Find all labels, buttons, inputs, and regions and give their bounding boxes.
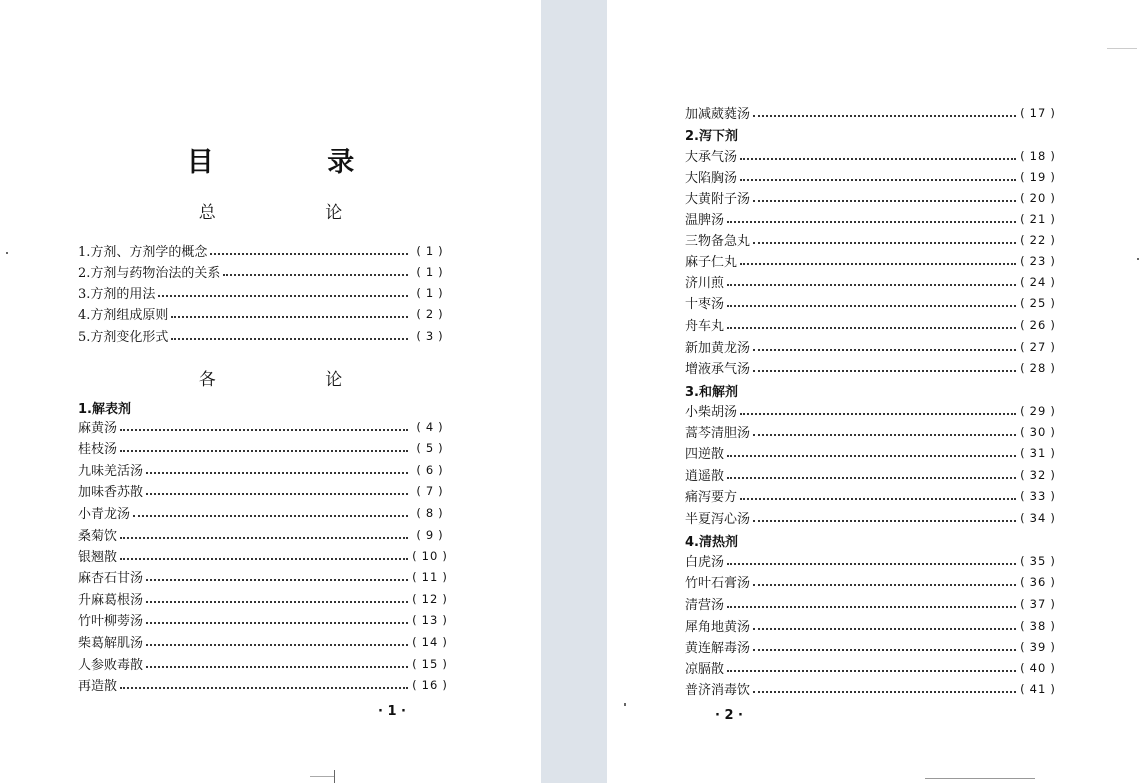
- toc-entry-label: 桂枝汤: [78, 442, 118, 457]
- toc-entry-page: ( 26 ): [1019, 318, 1057, 332]
- toc-entry-label: 再造散: [78, 679, 118, 694]
- toc-entry-page: ( 10 ): [411, 549, 449, 563]
- toc-entry[interactable]: [685, 615, 1057, 636]
- toc-entry-page: ( 22 ): [1019, 233, 1057, 247]
- toc-entry-page: ( 23 ): [1019, 254, 1057, 268]
- dot-leader: [727, 327, 1016, 329]
- toc-entry-page: ( 28 ): [1019, 361, 1057, 375]
- dot-leader: [120, 429, 408, 431]
- toc-entry-label: 三物备急丸: [685, 234, 751, 249]
- dot-leader: [146, 579, 408, 581]
- toc-entry-page: ( 1 ): [411, 265, 449, 279]
- toc-entry[interactable]: [78, 609, 449, 630]
- toc-entry-label: 蒿芩清胆汤: [685, 426, 751, 441]
- toc-entry[interactable]: [685, 550, 1057, 571]
- toc-entry-label: 普济消毒饮: [685, 683, 751, 698]
- toc-entry[interactable]: [685, 292, 1057, 313]
- dot-leader: [753, 691, 1016, 693]
- toc-entry-page: ( 33 ): [1019, 489, 1057, 503]
- toc-entry-page: ( 32 ): [1019, 468, 1057, 482]
- specific-section-heading: 各 论: [198, 370, 395, 390]
- dot-leader: [740, 498, 1016, 500]
- toc-entry-label: 1.方剂、方剂学的概念: [78, 245, 208, 260]
- toc-entry-page: ( 27 ): [1019, 340, 1057, 354]
- toc-entry-label: 竹叶石膏汤: [685, 576, 751, 591]
- toc-entry-label: 3.方剂的用法: [78, 287, 156, 302]
- scan-artifact: [925, 778, 1035, 779]
- toc-entry-label: 大陷胸汤: [685, 171, 738, 186]
- dot-leader: [120, 450, 408, 452]
- toc-entry-page: ( 1 ): [411, 244, 449, 258]
- toc-entry[interactable]: [78, 325, 449, 346]
- toc-entry-label: 黄连解毒汤: [685, 641, 751, 656]
- toc-entry-page: ( 29 ): [1019, 404, 1057, 418]
- toc-entry[interactable]: [685, 593, 1057, 614]
- toc-entry[interactable]: [685, 678, 1057, 699]
- toc-entry-label: 加味香苏散: [78, 485, 144, 500]
- toc-entry[interactable]: [685, 464, 1057, 485]
- toc-entry[interactable]: [78, 261, 449, 282]
- toc-entry[interactable]: [78, 282, 449, 303]
- toc-entry[interactable]: [685, 250, 1057, 271]
- toc-entry-label: 白虎汤: [685, 555, 725, 570]
- toc-entry-page: ( 4 ): [411, 420, 449, 434]
- dot-leader: [120, 537, 408, 539]
- toc-entry-label: 竹叶柳蒡汤: [78, 614, 144, 629]
- toc-entry[interactable]: [685, 442, 1057, 463]
- toc-entry[interactable]: [685, 400, 1057, 421]
- toc-entry[interactable]: [78, 437, 449, 458]
- page-number: · 1 ·: [378, 704, 406, 719]
- toc-entry-page: ( 40 ): [1019, 661, 1057, 675]
- toc-entry-page: ( 21 ): [1019, 212, 1057, 226]
- toc-entry-label: 九味羌活汤: [78, 464, 144, 479]
- toc-entry-page: ( 12 ): [411, 592, 449, 606]
- dot-leader: [753, 649, 1016, 651]
- toc-entry-page: ( 1 ): [411, 286, 449, 300]
- toc-entry-label: 小青龙汤: [78, 507, 131, 522]
- toc-entry-page: ( 19 ): [1019, 170, 1057, 184]
- toc-entry-label: 小柴胡汤: [685, 405, 738, 420]
- dot-leader: [146, 493, 408, 495]
- toc-entry-label: 4.方剂组成原则: [78, 308, 169, 323]
- toc-entry-page: ( 39 ): [1019, 640, 1057, 654]
- toc-entry-label: 加减葳蕤汤: [685, 107, 751, 122]
- toc-entry-label: 逍遥散: [685, 469, 725, 484]
- dot-leader: [727, 221, 1016, 223]
- dot-leader: [146, 622, 408, 624]
- toc-entry-label: 升麻葛根汤: [78, 593, 144, 608]
- toc-entry[interactable]: [685, 314, 1057, 335]
- dot-leader: [753, 349, 1016, 351]
- toc-entry-page: ( 17 ): [1019, 106, 1057, 120]
- dot-leader: [223, 274, 408, 276]
- category-heading: 3.和解剂: [685, 385, 738, 400]
- toc-entry[interactable]: [685, 636, 1057, 657]
- toc-entry-page: ( 24 ): [1019, 275, 1057, 289]
- general-section-heading: 总 论: [198, 203, 395, 223]
- toc-entry-label: 犀角地黄汤: [685, 620, 751, 635]
- toc-entry-page: ( 5 ): [411, 441, 449, 455]
- dot-leader: [740, 263, 1016, 265]
- toc-entry[interactable]: [685, 187, 1057, 208]
- toc-entry[interactable]: [685, 271, 1057, 292]
- toc-entry-page: ( 2 ): [411, 307, 449, 321]
- toc-entry[interactable]: [685, 485, 1057, 506]
- toc-entry-page: ( 25 ): [1019, 296, 1057, 310]
- toc-entry-page: ( 20 ): [1019, 191, 1057, 205]
- toc-entry-label: 增液承气汤: [685, 362, 751, 377]
- toc-entry-label: 半夏泻心汤: [685, 512, 751, 527]
- toc-entry-page: ( 36 ): [1019, 575, 1057, 589]
- dot-leader: [171, 338, 408, 340]
- toc-entry-page: ( 18 ): [1019, 149, 1057, 163]
- toc-entry-label: 大黄附子汤: [685, 192, 751, 207]
- scan-artifact: [310, 776, 334, 777]
- dot-leader: [133, 515, 408, 517]
- toc-entry[interactable]: [685, 571, 1057, 592]
- dot-leader: [727, 477, 1016, 479]
- scan-artifact: [624, 703, 626, 706]
- dot-leader: [753, 520, 1016, 522]
- toc-entry-page: ( 13 ): [411, 613, 449, 627]
- dot-leader: [146, 601, 408, 603]
- toc-entry[interactable]: [685, 336, 1057, 357]
- toc-entry[interactable]: [685, 507, 1057, 528]
- toc-entry-page: ( 9 ): [411, 528, 449, 542]
- toc-entry[interactable]: [685, 657, 1057, 678]
- toc-entry-page: ( 37 ): [1019, 597, 1057, 611]
- toc-entry-label: 麻子仁丸: [685, 255, 738, 270]
- toc-entry[interactable]: [78, 674, 449, 695]
- toc-entry-page: ( 15 ): [411, 657, 449, 671]
- toc-entry-label: 济川煎: [685, 276, 725, 291]
- toc-entry[interactable]: [78, 480, 449, 501]
- toc-entry-page: ( 6 ): [411, 463, 449, 477]
- toc-entry[interactable]: [685, 208, 1057, 229]
- page-number: · 2 ·: [715, 708, 743, 723]
- toc-entry[interactable]: [78, 545, 449, 566]
- category-heading: 2.泻下剂: [685, 129, 738, 144]
- dot-leader: [210, 253, 408, 255]
- dot-leader: [146, 644, 408, 646]
- scan-artifact: [6, 252, 8, 254]
- category-heading: 1.解表剂: [78, 402, 131, 417]
- dot-leader: [753, 370, 1016, 372]
- toc-entry[interactable]: [685, 421, 1057, 442]
- dot-leader: [740, 158, 1016, 160]
- toc-entry-page: ( 3 ): [411, 329, 449, 343]
- dot-leader: [171, 316, 408, 318]
- toc-entry-label: 清营汤: [685, 598, 725, 613]
- toc-entry-page: ( 31 ): [1019, 446, 1057, 460]
- toc-entry-label: 2.方剂与药物治法的关系: [78, 266, 221, 281]
- toc-entry[interactable]: [78, 524, 449, 545]
- toc-entry[interactable]: [78, 303, 449, 324]
- toc-entry-label: 麻杏石甘汤: [78, 571, 144, 586]
- category-heading: 4.清热剂: [685, 535, 738, 550]
- toc-entry-label: 温脾汤: [685, 213, 725, 228]
- toc-entry-page: ( 41 ): [1019, 682, 1057, 696]
- dot-leader: [146, 666, 408, 668]
- dot-leader: [753, 584, 1016, 586]
- scan-artifact: [334, 770, 335, 783]
- toc-entry-label: 四逆散: [685, 447, 725, 462]
- toc-entry-label: 桑菊饮: [78, 529, 118, 544]
- toc-entry-label: 大承气汤: [685, 150, 738, 165]
- toc-entry[interactable]: [685, 166, 1057, 187]
- dot-leader: [158, 295, 408, 297]
- dot-leader: [727, 606, 1016, 608]
- dot-leader: [120, 687, 408, 689]
- toc-entry-page: ( 8 ): [411, 506, 449, 520]
- toc-entry-label: 银翘散: [78, 550, 118, 565]
- dot-leader: [727, 455, 1016, 457]
- toc-entry[interactable]: [78, 459, 449, 480]
- dot-leader: [753, 434, 1016, 436]
- toc-entry-page: ( 34 ): [1019, 511, 1057, 525]
- toc-entry[interactable]: [78, 240, 449, 261]
- toc-entry[interactable]: [685, 357, 1057, 378]
- dot-leader: [727, 284, 1016, 286]
- dot-leader: [740, 413, 1016, 415]
- toc-entry-label: 麻黄汤: [78, 421, 118, 436]
- dot-leader: [146, 472, 408, 474]
- toc-entry-label: 痛泻要方: [685, 490, 738, 505]
- scan-artifact: [1107, 48, 1137, 49]
- dot-leader: [727, 563, 1016, 565]
- dot-leader: [727, 670, 1016, 672]
- toc-entry-label: 舟车丸: [685, 319, 725, 334]
- toc-entry-page: ( 14 ): [411, 635, 449, 649]
- toc-title: 目 录: [186, 147, 407, 178]
- dot-leader: [753, 628, 1016, 630]
- toc-entry-page: ( 7 ): [411, 484, 449, 498]
- toc-entry[interactable]: [78, 631, 449, 652]
- dot-leader: [727, 305, 1016, 307]
- dot-leader: [753, 115, 1016, 117]
- toc-entry-page: ( 30 ): [1019, 425, 1057, 439]
- toc-entry[interactable]: [78, 416, 449, 437]
- toc-entry-label: 柴葛解肌汤: [78, 636, 144, 651]
- dot-leader: [753, 200, 1016, 202]
- toc-entry-label: 凉膈散: [685, 662, 725, 677]
- scan-artifact: [1137, 258, 1139, 260]
- toc-entry-label: 5.方剂变化形式: [78, 330, 169, 345]
- dot-leader: [753, 242, 1016, 244]
- toc-entry[interactable]: [685, 102, 1057, 123]
- toc-entry-label: 人参败毒散: [78, 658, 144, 673]
- toc-entry-page: ( 11 ): [411, 570, 449, 584]
- document-page-right: [607, 0, 1148, 783]
- toc-entry[interactable]: [685, 229, 1057, 250]
- dot-leader: [740, 179, 1016, 181]
- toc-entry[interactable]: [78, 588, 449, 609]
- toc-entry[interactable]: [685, 145, 1057, 166]
- toc-entry-page: ( 16 ): [411, 678, 449, 692]
- document-page-left: [0, 0, 541, 783]
- dot-leader: [120, 558, 408, 560]
- toc-entry[interactable]: [78, 653, 449, 674]
- toc-entry-page: ( 38 ): [1019, 619, 1057, 633]
- toc-entry-label: 新加黄龙汤: [685, 341, 751, 356]
- toc-entry[interactable]: [78, 502, 449, 523]
- toc-entry-label: 十枣汤: [685, 297, 725, 312]
- toc-entry[interactable]: [78, 566, 449, 587]
- toc-entry-page: ( 35 ): [1019, 554, 1057, 568]
